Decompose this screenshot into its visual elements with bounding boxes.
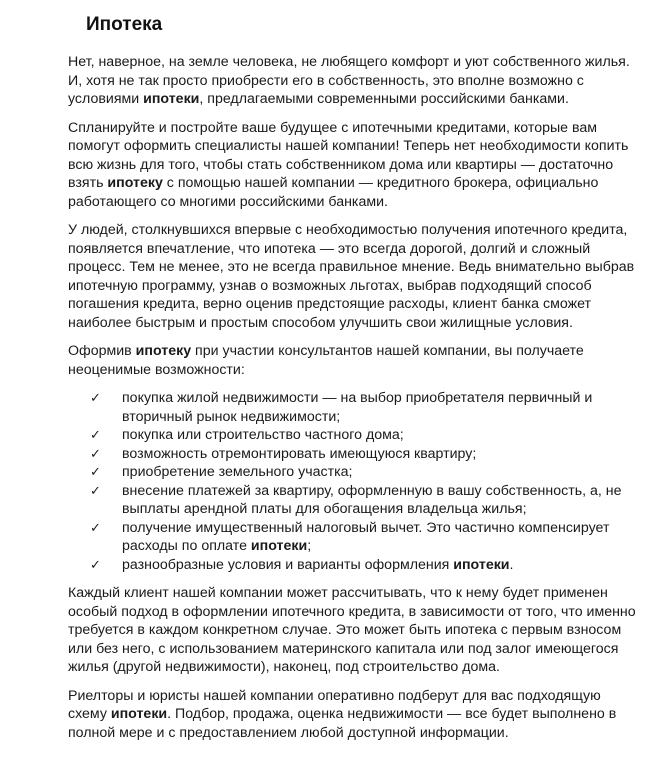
- text-run: Каждый клиент нашей компании может рассчитывать, что к нему будет применен особый подход в оформлении ипотечного кредита, в зависимости от того, что именно требуется в каждом конкретном случае. Это может быть ипотека с первым взносом или без него, с использованием материнского капитала или под залог имеющегося жилья (другой недвижимости), наконец, под строительство дома.: [68, 585, 636, 675]
- list-item-text: [122, 520, 609, 555]
- text-run: возможность отремонтировать имеющуюся квартиру;: [122, 445, 477, 462]
- page-title: Ипотека: [86, 14, 163, 35]
- bold-keyword: ипотеку: [107, 175, 163, 191]
- text-run: . Подбор, продажа, оценка недвижимости — все будет выполнено в полной мере и с предоставлением любой доступной информации.: [68, 706, 617, 741]
- paragraph-intro: [68, 53, 640, 109]
- list-item-text: [122, 557, 513, 573]
- list-item: [90, 426, 640, 445]
- text-run: ;: [307, 538, 312, 554]
- text-run: Спланируйте и постройте ваше будущее с ипотечными кредитами, которые вам помогут оформить специалисты нашей компании! Теперь нет необходимости копить всю жизнь для того, чтобы стать собственником дома или квартиры — достаточно взять: [68, 119, 629, 191]
- text-run: Риелторы и юристы нашей компании оперативно подберут для вас подходящую схему: [68, 687, 601, 722]
- text-run: разнообразные условия и варианты оформления: [122, 556, 454, 573]
- list-item-text: [122, 427, 404, 443]
- list-item-text: [122, 464, 352, 480]
- list-item-text: [122, 483, 621, 518]
- text-run: получение имущественный налоговый вычет. Это частично компенсирует расходы по оплате: [122, 519, 610, 554]
- list-item: [90, 482, 640, 519]
- list-item: [90, 519, 640, 556]
- list-item: [90, 389, 640, 426]
- checkmark-icon: ✓: [90, 519, 101, 535]
- list-item: [90, 445, 640, 464]
- list-item: [90, 463, 640, 482]
- checkmark-icon: ✓: [90, 482, 101, 498]
- text-run: внесение платежей за квартиру, оформленную в вашу собственность, а, не выплаты арендной платы для обогащения владельца жилья;: [122, 482, 622, 517]
- checkmark-icon: ✓: [90, 556, 101, 572]
- checkmark-icon: ✓: [90, 445, 101, 461]
- bold-keyword: ипотеки: [453, 556, 510, 573]
- text-run: покупка или строительство частного дома;: [122, 427, 404, 443]
- bold-keyword: ипотеки: [250, 538, 308, 554]
- text-run: при участии консультантов нашей компании, вы получаете неоценимые возможности:: [68, 343, 584, 378]
- bold-keyword: ипотеки: [143, 91, 200, 107]
- bold-keyword: ипотеку: [135, 343, 192, 359]
- checkmark-icon: ✓: [90, 427, 101, 442]
- text-run: с помощью нашей компании — кредитного брокера, официально работающего со многими российскими банками.: [68, 175, 599, 210]
- list-item-text: [122, 390, 592, 425]
- list-item-text: [122, 446, 476, 462]
- paragraph-benefits-lead: [68, 342, 640, 379]
- bold-keyword: ипотеки: [110, 706, 168, 722]
- text-run: Оформив: [68, 343, 136, 359]
- checkmark-icon: ✓: [90, 390, 101, 405]
- paragraph-realtors: [68, 687, 640, 743]
- paragraph-plan: [68, 119, 640, 212]
- text-run: , предлагаемыми современными российскими банками.: [199, 91, 569, 107]
- text-run: покупка жилой недвижимости — на выбор приобретателя первичный и вторичный рынок недвижимости;: [122, 390, 593, 425]
- paragraph-impression: [68, 221, 640, 332]
- benefits-list: [68, 389, 640, 574]
- list-item: [90, 556, 640, 575]
- text-run: .: [509, 556, 514, 573]
- text-run: У людей, столкнувшихся впервые с необходимостью получения ипотечного кредита, появляется впечатление, что ипотека — это всегда дорогой, долгий и сложный процесс. Тем не менее, это не всегда правильное мнение. Ведь внимательно выбрав ипотечную программу, узнав о возможных льготах, выбрав подходящий способ погашения кредита, верно оценив предстоящие расходы, клиент банка сможет наиболее быстрым и простым способом улучшить свои жилищные условия.: [68, 222, 635, 331]
- text-run: Нет, наверное, на земле человека, не любящего комфорт и уют собственного жилья. И, хотя не так просто приобрести его в собственность, это вполне возможно с условиями: [68, 54, 630, 107]
- text-run: приобретение земельного участка;: [122, 464, 353, 480]
- checkmark-icon: ✓: [90, 464, 101, 479]
- paragraph-approach: [68, 584, 640, 677]
